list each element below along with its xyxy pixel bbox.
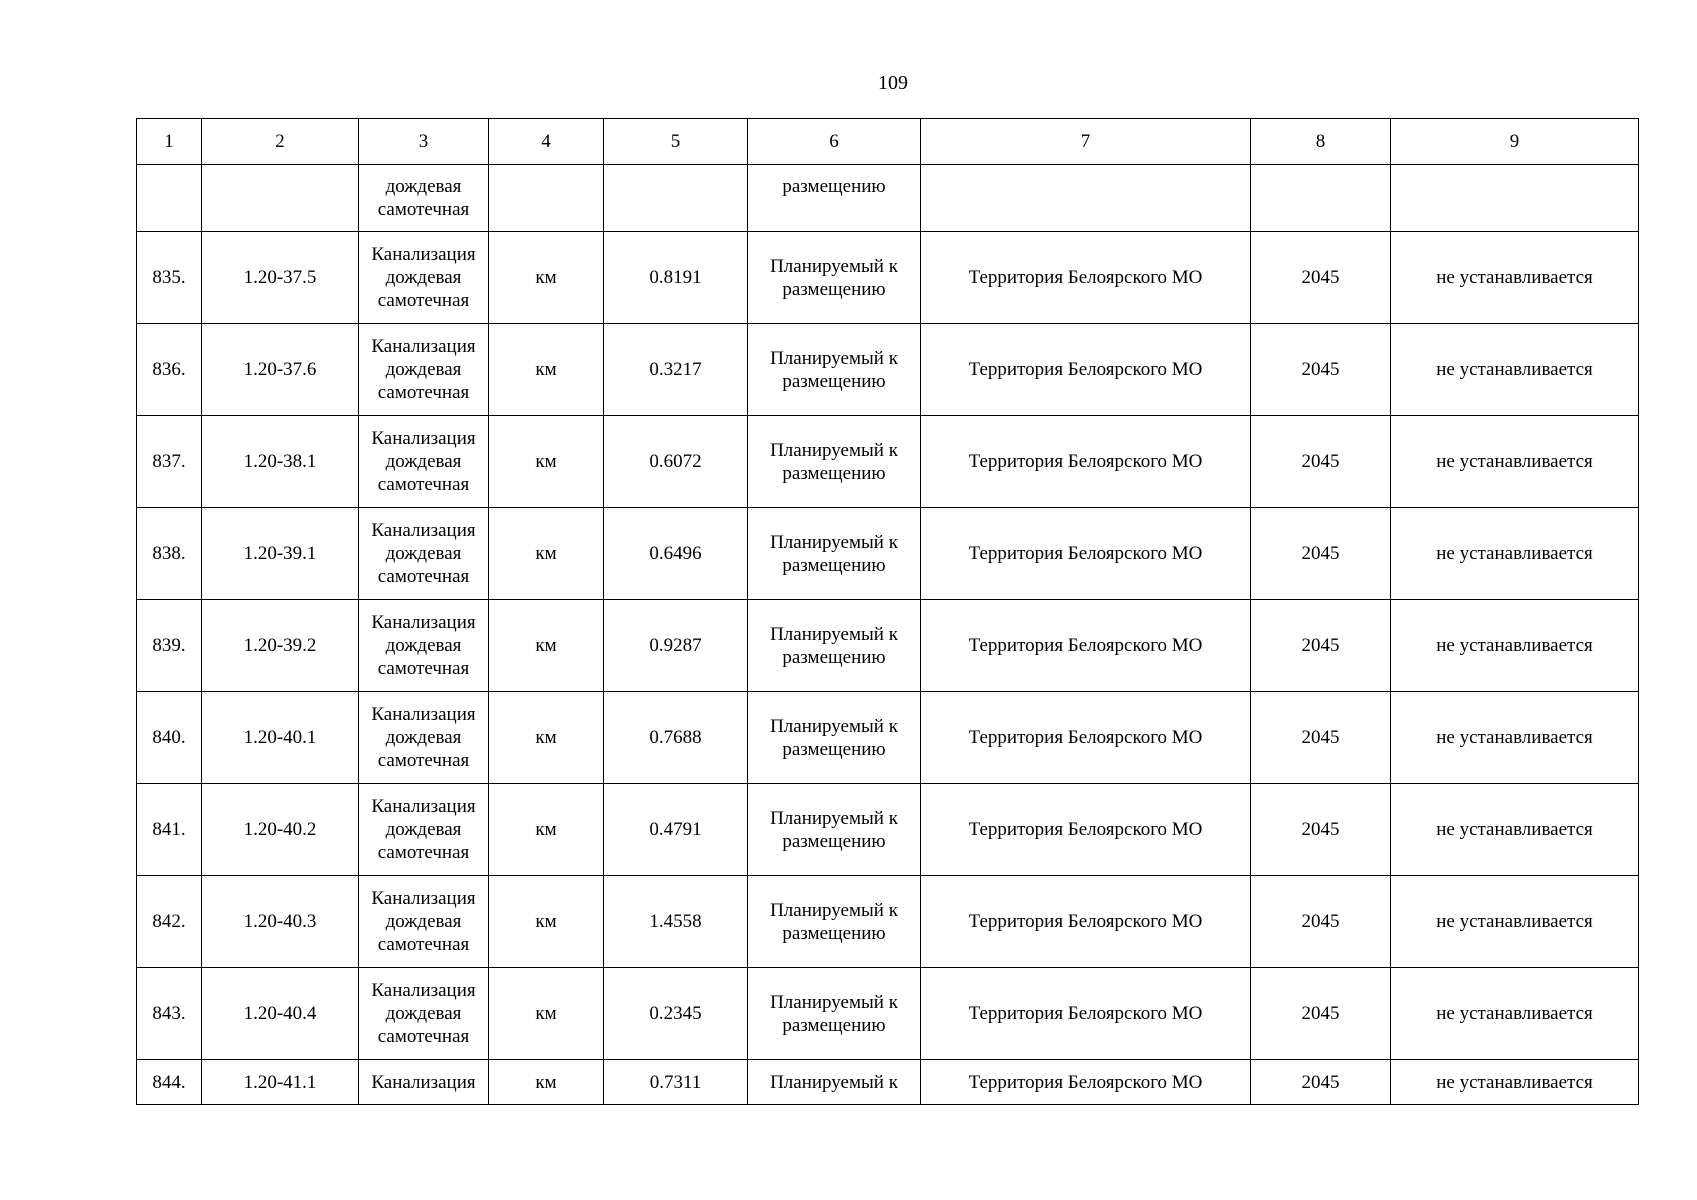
length-value-cell: 0.6072 bbox=[604, 416, 748, 508]
status-cell: размещению bbox=[748, 165, 921, 232]
zone-cell: не устанавливается bbox=[1391, 1060, 1639, 1105]
unit-cell: км bbox=[489, 508, 604, 600]
length-value-cell: 0.3217 bbox=[604, 324, 748, 416]
location-cell: Территория Белоярского МО bbox=[921, 784, 1251, 876]
year-cell: 2045 bbox=[1251, 324, 1391, 416]
location-cell: Территория Белоярского МО bbox=[921, 232, 1251, 324]
table-row bbox=[137, 324, 1639, 416]
status-cell: Планируемый к размещению bbox=[748, 508, 921, 600]
row-number-cell: 843. bbox=[137, 968, 202, 1060]
object-table bbox=[136, 118, 1639, 1105]
status-cell: Планируемый к размещению bbox=[748, 324, 921, 416]
table-cell bbox=[1391, 165, 1639, 232]
year-cell: 2045 bbox=[1251, 784, 1391, 876]
object-name-cell: Канализация дождевая самотечная bbox=[359, 324, 489, 416]
length-value-cell: 0.2345 bbox=[604, 968, 748, 1060]
object-code-cell: 1.20-39.2 bbox=[202, 600, 359, 692]
table-cell bbox=[1251, 165, 1391, 232]
object-code-cell: 1.20-40.1 bbox=[202, 692, 359, 784]
table-cell bbox=[202, 165, 359, 232]
header-row bbox=[137, 119, 1639, 165]
status-cell: Планируемый к размещению bbox=[748, 600, 921, 692]
location-cell: Территория Белоярского МО bbox=[921, 1060, 1251, 1105]
zone-cell: не устанавливается bbox=[1391, 232, 1639, 324]
row-number-cell: 837. bbox=[137, 416, 202, 508]
status-cell: Планируемый к bbox=[748, 1060, 921, 1105]
status-cell: Планируемый к размещению bbox=[748, 416, 921, 508]
location-cell: Территория Белоярского МО bbox=[921, 416, 1251, 508]
column-header: 2 bbox=[202, 119, 359, 165]
length-value-cell: 1.4558 bbox=[604, 876, 748, 968]
table-cell bbox=[489, 165, 604, 232]
object-name-cell: Канализация дождевая самотечная bbox=[359, 784, 489, 876]
unit-cell: км bbox=[489, 1060, 604, 1105]
zone-cell: не устанавливается bbox=[1391, 416, 1639, 508]
status-cell: Планируемый к размещению bbox=[748, 232, 921, 324]
table-cell bbox=[921, 165, 1251, 232]
unit-cell: км bbox=[489, 324, 604, 416]
object-name-cell: Канализация дождевая самотечная bbox=[359, 232, 489, 324]
length-value-cell: 0.6496 bbox=[604, 508, 748, 600]
column-header: 9 bbox=[1391, 119, 1639, 165]
year-cell: 2045 bbox=[1251, 1060, 1391, 1105]
object-code-cell: 1.20-40.2 bbox=[202, 784, 359, 876]
table-cell bbox=[604, 165, 748, 232]
row-number-cell: 840. bbox=[137, 692, 202, 784]
unit-cell: км bbox=[489, 692, 604, 784]
unit-cell: км bbox=[489, 600, 604, 692]
table-row bbox=[137, 232, 1639, 324]
location-cell: Территория Белоярского МО bbox=[921, 692, 1251, 784]
length-value-cell: 0.9287 bbox=[604, 600, 748, 692]
location-cell: Территория Белоярского МО bbox=[921, 876, 1251, 968]
object-name-cell: Канализация дождевая самотечная bbox=[359, 508, 489, 600]
year-cell: 2045 bbox=[1251, 600, 1391, 692]
row-number-cell: 839. bbox=[137, 600, 202, 692]
row-number-cell: 835. bbox=[137, 232, 202, 324]
status-cell: Планируемый к размещению bbox=[748, 968, 921, 1060]
table-row bbox=[137, 508, 1639, 600]
object-name-cell: Канализация дождевая самотечная bbox=[359, 600, 489, 692]
table-row bbox=[137, 692, 1639, 784]
page-number: 109 bbox=[878, 72, 908, 94]
table-row bbox=[137, 968, 1639, 1060]
object-name-cell: Канализация дождевая самотечная bbox=[359, 968, 489, 1060]
zone-cell: не устанавливается bbox=[1391, 324, 1639, 416]
location-cell: Территория Белоярского МО bbox=[921, 508, 1251, 600]
table-row bbox=[137, 416, 1639, 508]
row-number-cell: 838. bbox=[137, 508, 202, 600]
column-header: 6 bbox=[748, 119, 921, 165]
column-header: 5 bbox=[604, 119, 748, 165]
column-header: 8 bbox=[1251, 119, 1391, 165]
unit-cell: км bbox=[489, 784, 604, 876]
zone-cell: не устанавливается bbox=[1391, 600, 1639, 692]
zone-cell: не устанавливается bbox=[1391, 784, 1639, 876]
object-name-cell: Канализация дождевая самотечная bbox=[359, 692, 489, 784]
year-cell: 2045 bbox=[1251, 876, 1391, 968]
status-cell: Планируемый к размещению bbox=[748, 876, 921, 968]
row-number-cell: 841. bbox=[137, 784, 202, 876]
unit-cell: км bbox=[489, 876, 604, 968]
column-header: 7 bbox=[921, 119, 1251, 165]
continuation-row bbox=[137, 165, 1639, 232]
year-cell: 2045 bbox=[1251, 508, 1391, 600]
year-cell: 2045 bbox=[1251, 968, 1391, 1060]
length-value-cell: 0.7311 bbox=[604, 1060, 748, 1105]
unit-cell: км bbox=[489, 416, 604, 508]
table-cell bbox=[137, 165, 202, 232]
location-cell: Территория Белоярского МО bbox=[921, 968, 1251, 1060]
zone-cell: не устанавливается bbox=[1391, 692, 1639, 784]
table-row bbox=[137, 1060, 1639, 1105]
column-header: 4 bbox=[489, 119, 604, 165]
row-number-cell: 844. bbox=[137, 1060, 202, 1105]
status-cell: Планируемый к размещению bbox=[748, 784, 921, 876]
year-cell: 2045 bbox=[1251, 416, 1391, 508]
object-code-cell: 1.20-37.5 bbox=[202, 232, 359, 324]
length-value-cell: 0.7688 bbox=[604, 692, 748, 784]
zone-cell: не устанавливается bbox=[1391, 876, 1639, 968]
zone-cell: не устанавливается bbox=[1391, 508, 1639, 600]
object-code-cell: 1.20-39.1 bbox=[202, 508, 359, 600]
object-code-cell: 1.20-41.1 bbox=[202, 1060, 359, 1105]
length-value-cell: 0.4791 bbox=[604, 784, 748, 876]
object-name-cell: Канализация bbox=[359, 1060, 489, 1105]
table-row bbox=[137, 876, 1639, 968]
object-code-cell: 1.20-37.6 bbox=[202, 324, 359, 416]
object-name-cell: Канализация дождевая самотечная bbox=[359, 416, 489, 508]
unit-cell: км bbox=[489, 232, 604, 324]
column-header: 1 bbox=[137, 119, 202, 165]
unit-cell: км bbox=[489, 968, 604, 1060]
zone-cell: не устанавливается bbox=[1391, 968, 1639, 1060]
object-name-cell: Канализация дождевая самотечная bbox=[359, 876, 489, 968]
row-number-cell: 836. bbox=[137, 324, 202, 416]
row-number-cell: 842. bbox=[137, 876, 202, 968]
table-row bbox=[137, 600, 1639, 692]
year-cell: 2045 bbox=[1251, 692, 1391, 784]
object-name-cell: дождевая самотечная bbox=[359, 165, 489, 232]
location-cell: Территория Белоярского МО bbox=[921, 600, 1251, 692]
column-header: 3 bbox=[359, 119, 489, 165]
object-code-cell: 1.20-38.1 bbox=[202, 416, 359, 508]
object-code-cell: 1.20-40.3 bbox=[202, 876, 359, 968]
location-cell: Территория Белоярского МО bbox=[921, 324, 1251, 416]
status-cell: Планируемый к размещению bbox=[748, 692, 921, 784]
length-value-cell: 0.8191 bbox=[604, 232, 748, 324]
table-row bbox=[137, 784, 1639, 876]
object-code-cell: 1.20-40.4 bbox=[202, 968, 359, 1060]
year-cell: 2045 bbox=[1251, 232, 1391, 324]
